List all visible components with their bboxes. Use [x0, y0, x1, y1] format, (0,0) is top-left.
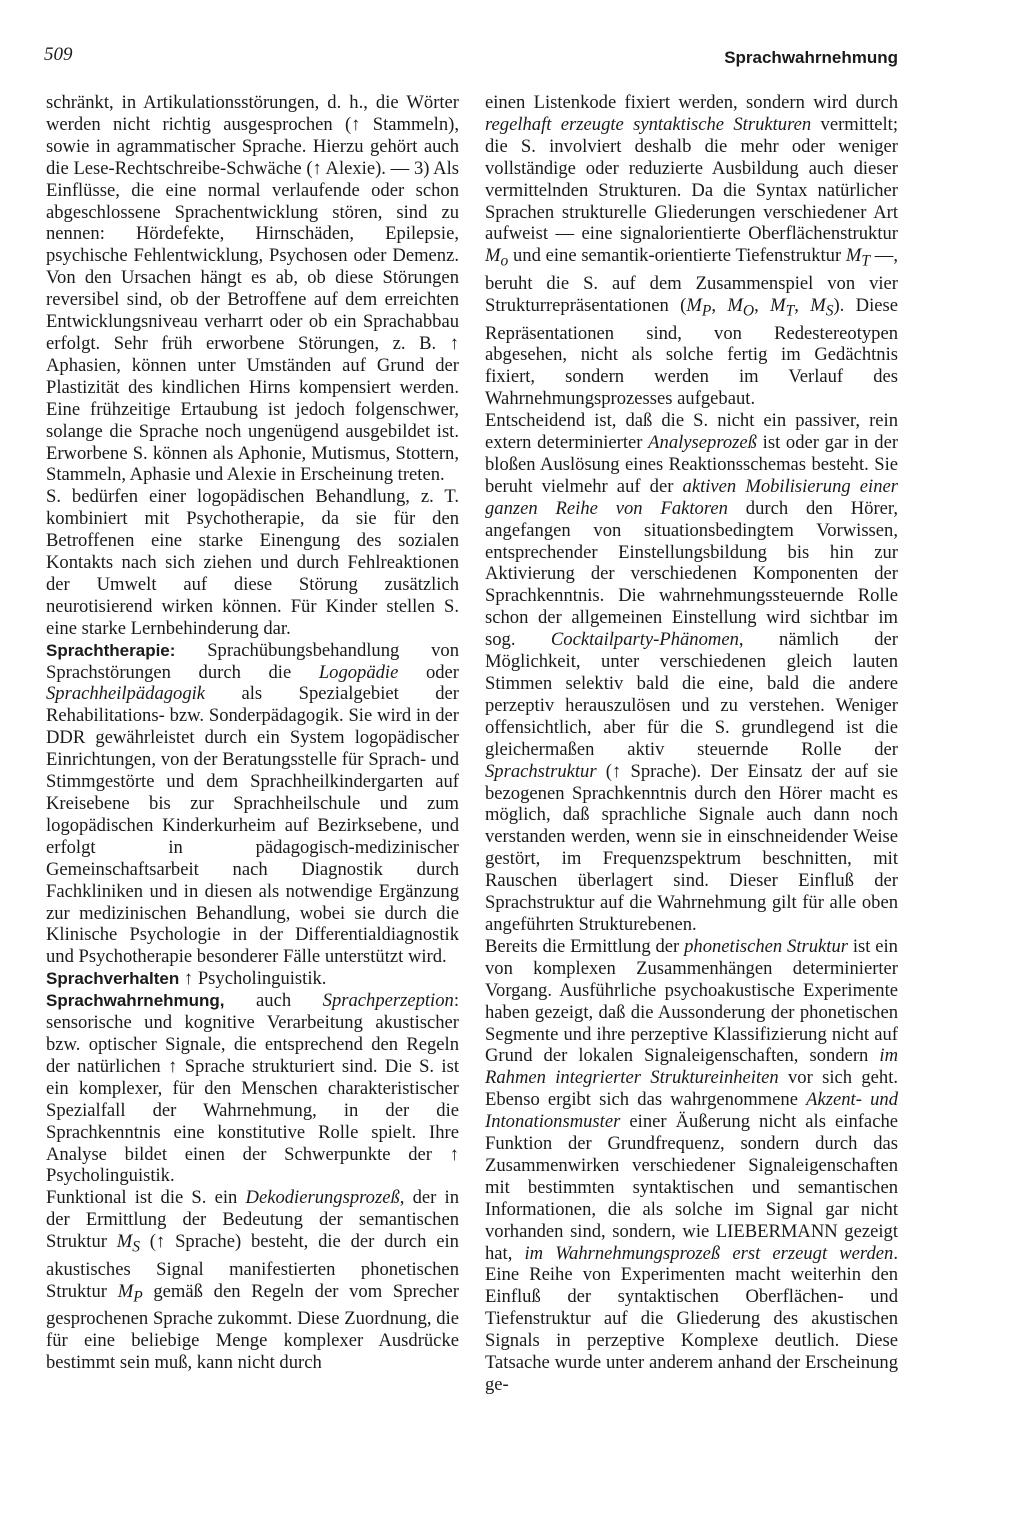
entry-text: : sensorische und kognitive Verarbeitung akustischer bzw. optischer Signale, die entsprechend den Regeln der natürlichen ↑ Sprache strukturiert sind. Die S. ist ein komplexer, für den Menschen charakteristischer Spezialfall der Wahrnehmung, in der die Sprachkenntnis eine konstitutive Rolle spielt. Ihre Analyse bildet einen der Schwerpunkte der ↑ Psycholinguistik. [46, 990, 459, 1187]
entry-text: ↑ Psycholinguistik. [179, 968, 327, 990]
paragraph-text: —, beruht die S. auf dem Zusammenspiel von vier Strukturrepräsentationen ( [485, 245, 898, 316]
paragraph-text: Funktional ist die S. ein [46, 1187, 246, 1209]
symbol-m: M [727, 294, 743, 316]
symbol-subscript: P [701, 302, 712, 320]
symbol-m: M [770, 294, 786, 316]
term-sprachstruktur: Sprachstruktur [485, 760, 597, 782]
entry-sprachtherapie [46, 640, 459, 969]
paragraph-text: gemäß den Regeln der vom Sprecher gesprochenen Sprache zukommt. Diese Zuordnung, die für eine beliebige Menge komplexer Ausdrücke bestimmt sein muß, kann nicht durch [46, 1280, 459, 1374]
entry-text: auch [224, 990, 323, 1012]
lemma-sprachtherapie: Sprachtherapie: [46, 640, 176, 660]
paragraph-text: ). Diese Repräsentationen sind, von Redestereotypen abgesehen, nicht als solche fertig im Gedächtnis fixiert, sondern werden im Verlauf des Wahrnehmungsprozesses aufgebaut. [485, 294, 899, 410]
symbol-subscript: S [132, 1238, 140, 1256]
term-logopaedie: Logopädie [318, 661, 399, 683]
paragraph-text: , der in der Ermittlung der Bedeutung der semantischen Struktur [46, 1187, 460, 1253]
term-wahrnehmungsprozess: im Wahrnehmungsprozeß erst erzeugt werden [524, 1242, 894, 1264]
symbol-subscript: T [861, 253, 871, 271]
symbol-m: M [810, 294, 826, 316]
paragraph-text: vermittelt; die S. involviert deshalb die mehr oder weniger vollständige oder reduzierte Ausbildung auch dieser vermittelnden Strukturen. Da die Syntax natürlicher Sprachen strukturelle Gliederungen verschiedener Art aufweist — eine signalorientierte Oberflächenstruktur [485, 113, 898, 245]
symbol-m: M [485, 245, 501, 267]
entry-text: als Spezialgebiet der Rehabilitations- bzw. Sonderpädagogik. Sie wird in der DDR gewährleistet durch ein System logopädischer Einrichtungen, von der Beratungsstelle für Sprach- und Stimmgestörte und dem Sprachheilkindergarten auf Kreisebene bis zur Sprachheilschule und zum logopädischen Kinderkurheim auf Bezirksebene, und erfolgt in pädagogisch-medizinischer Gemeinschaftsarbeit nach Diagnostik durch Fachkliniken und in diesen als notwendige Ergänzung zur medizinischen Behandlung, wobei sie durch die Klinische Psychologie in der Differentialdiagnostik und Psychotherapie besonderer Fälle unterstützt wird. [46, 683, 459, 968]
paragraph-text: einen Listenkode fixiert werden, sondern wird durch [485, 92, 898, 113]
entry-text: Sprachübungsbehandlung von Sprachstörungen durch die [46, 639, 459, 683]
entry-sprachverhalten [46, 968, 459, 990]
term-integrierte-struktureinheiten: im Rahmen integrierter Struktureinheiten [485, 1045, 898, 1089]
paragraph-text: . Eine Reihe von Experimenten macht weiterhin den Einfluß der syntaktischen Oberflächen- und Tiefenstruktur auf die Gliederung des akustischen Signals in perzeptive Komplexe deutlich. Diese Tatsache wurde unter anderem anhand der Erscheinung ge- [485, 1242, 898, 1395]
term-dekodierungsprozess: Dekodierungsprozeß [245, 1187, 400, 1209]
symbol-m: M [686, 294, 702, 316]
term-phonetische-struktur: phonetischen Struktur [684, 935, 848, 957]
paragraph-text: und eine semantik-orientierte Tiefenstruktur [508, 245, 846, 267]
term-akzent-intonationsmuster: Akzent- und Intonationsmuster [485, 1089, 898, 1133]
entry-text: oder [398, 661, 459, 683]
symbol-m: M [116, 1231, 133, 1253]
page-number: 509 [44, 44, 73, 65]
paragraph-text: (↑ Sprache). Der Einsatz der auf sie bezogenen Sprachkenntnis durch den Hörer macht es möglich, daß sprachliche Signale auch dann noch verstanden werden, wenn sie in einschneidender Weise gestört, im Frequenzspektrum beschnitten, mit Rauschen überlagert sind. Dieser Einfluß der Sprachstruktur auf die Wahrnehmung gilt für alle oben angeführten Strukturebenen. [485, 760, 898, 935]
paragraph-text: , [711, 294, 728, 316]
paragraph-text: Bereits die Ermittlung der [485, 935, 685, 957]
paragraph-text: ist ein von komplexen Zusammenhängen determinierter Vorgang. Ausführliche psychoakustische Experimente haben gezeigt, daß die Aussonderung der phonetischen Segmente und ihre perzeptive Klassifizierung nicht auf Grund der lokalen Signaleigenschaften, sondern [485, 935, 898, 1067]
lemma-sprachverhalten: Sprachverhalten [46, 969, 180, 989]
symbol-subscript: S [825, 302, 834, 320]
paragraph-funktional [46, 1187, 459, 1374]
term-cocktailparty-phaenomen: Cocktailparty-Phänomen [550, 629, 739, 651]
paragraph-text: , nämlich der Möglichkeit, unter verschiedenen gleich lauten Stimmen selektiv bald die eine, bald die andere perzeptiv herauszulösen und zu verstehen. Weniger offensichtlich, aber für die S. grundlegend ist die gleichermaßen aktiv steuernde Rolle der [485, 629, 898, 760]
term-aktive-mobilisierung: aktiven Mobilisierung einer ganzen Reihe von Faktoren [485, 475, 899, 519]
left-column [46, 92, 459, 1374]
running-head: Sprachwahrnehmung [724, 48, 898, 67]
paragraph-behandlung: S. bedürfen einer logopädischen Behandlung, z. T. kombiniert mit Psychotherapie, da sie für den Betroffenen eine starke Einengung des sozialen Kontakts nach sich ziehen und durch Fehlreaktionen der Umwelt auf diese Störung zusätzlich neurotisierend wirken können. Für Kinder stellen S. eine starke Lernbehinderung dar. [46, 486, 459, 639]
symbol-subscript: O [742, 302, 755, 320]
paragraph-entscheidend [485, 410, 898, 936]
paragraph-stoerungen-continued: schränkt, in Artikulationsstörungen, d. h., die Wörter werden nicht richtig ausgesprochen (↑ Stammeln), sowie in agrammatischer Sprache. Hierzu gehört auch die Lese-Rechtschreibe-Schwäche (↑ Alexie). — 3) Als Einflüsse, die eine normal verlaufende oder schon abgeschlossene Sprachentwicklung stören, sind zu nennen: Hördefekte, Hirnschäden, Epilepsie, psychische Fehlentwicklung, Psychosen oder Demenz. Von den Ursachen hängt es ab, ob diese Störungen reversibel sind, ob der Betroffene auf dem erreichten Entwicklungsniveau verharrt oder ob ein Sprachabbau erfolgt. Sehr früh erworbene Störungen, z. B. ↑ Aphasien, können unter Umständen auf Grund der Plastizität des kindlichen Hirns kompensiert werden. Eine frühzeitige Ertaubung ist jedoch folgenschwer, solange die Sprache noch ungenügend ausgebildet ist. Erworbene S. können als Aphonie, Mutismus, Stottern, Stammeln, Aphasie und Alexie in Erscheinung treten. [46, 92, 459, 486]
term-syntaktische-strukturen: regelhaft erzeugte syntaktische Strukturen [485, 113, 812, 135]
symbol-subscript: T [785, 302, 795, 320]
entry-sprachwahrnehmung [46, 990, 459, 1187]
paragraph-text: einer Äußerung nicht als einfache Funktion der Grundfrequenz, sondern durch das Zusammenwirken verschiedener Signaleigenschaften mit bestimmten syntaktischen und semantischen Informationen, die als solche im Signal gar nicht vorhanden sind, sondern, wie LIEBERMANN gezeigt hat, [485, 1111, 898, 1264]
paragraph-text: durch den Hörer, angefangen von situationsbedingtem Vorwissen, entsprechender Einstellungsbildung bis hin zur Aktivierung der verschiedenen Komponenten der Sprachkenntnis. Die wahrnehmungssteuernde Rolle schon der allgemeinen Einstellung wird sichtbar im sog. [485, 497, 898, 651]
term-sprachperzeption: Sprachperzeption [322, 990, 454, 1012]
paragraph-text: , [754, 294, 771, 316]
paragraph-text: ist oder gar in der bloßen Auslösung eines Reaktionsschemas besteht. Sie beruht vielmehr auf der [485, 432, 899, 497]
paragraph-text: (↑ Sprache) besteht, die der durch ein akustisches Signal manifestierten phonetischen Struktur [46, 1231, 459, 1302]
symbol-m: M [845, 245, 862, 267]
paragraph-listenkode [485, 92, 898, 410]
paragraph-text: , [794, 294, 811, 316]
right-column [485, 92, 898, 1396]
symbol-m: M [117, 1280, 134, 1302]
symbol-subscript: o [500, 253, 509, 271]
paragraph-text: vor sich geht. Ebenso ergibt sich das wahrgenommene [485, 1067, 899, 1111]
symbol-subscript: P [133, 1288, 143, 1306]
term-sprachheilpaedagogik: Sprachheilpädagogik [46, 683, 206, 705]
paragraph-text: Entscheidend ist, daß die S. nicht ein passiver, rein extern determinierter [485, 410, 898, 454]
paragraph-bereits [485, 936, 898, 1396]
lemma-sprachwahrnehmung: Sprachwahrnehmung, [46, 991, 225, 1011]
term-analyseprozess: Analyseprozeß [648, 432, 757, 454]
